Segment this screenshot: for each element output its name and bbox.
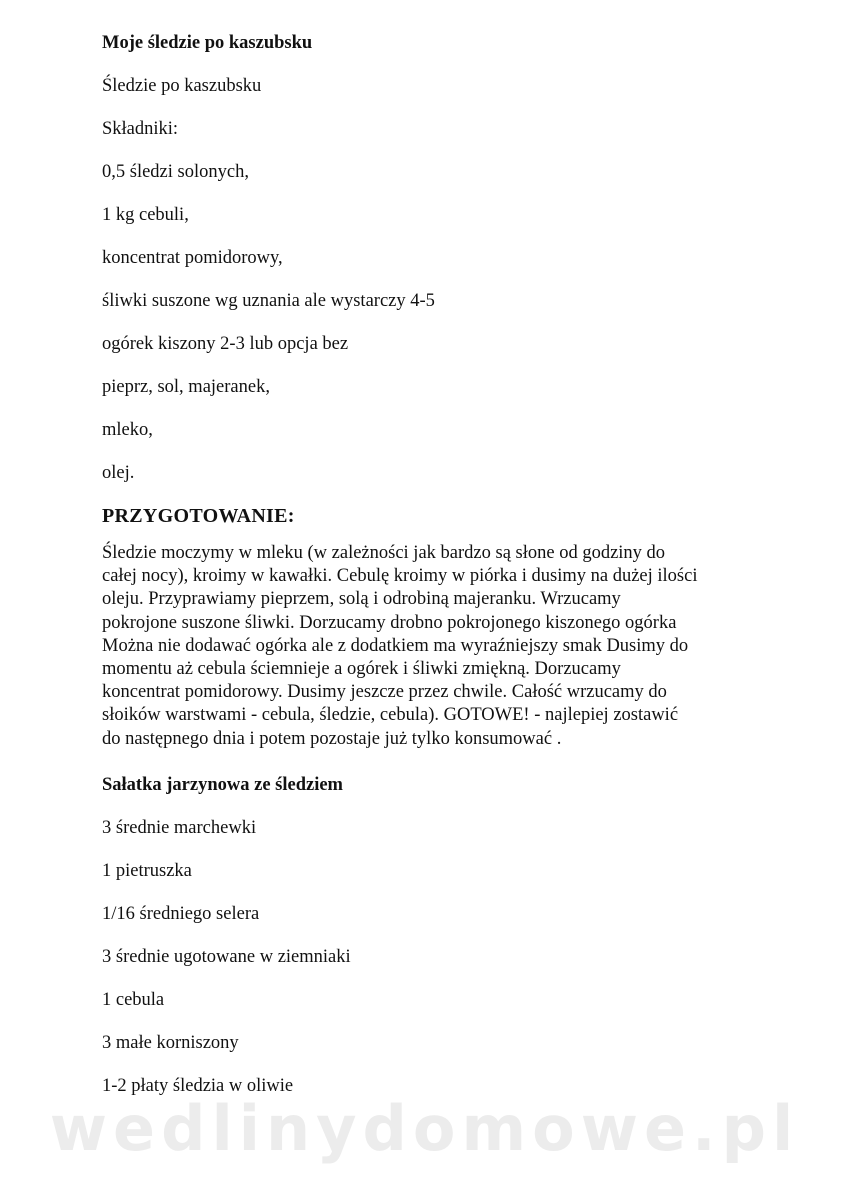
second-ingredient-item: 3 małe korniszony	[102, 1033, 239, 1053]
preparation-line: koncentrat pomidorowy. Dusimy jeszcze przez chwile. Całość wrzucamy do	[102, 682, 667, 703]
second-recipe-title: Sałatka jarzynowa ze śledziem	[102, 775, 343, 795]
preparation-line: całej nocy), kroimy w kawałki. Cebulę kroimy w piórka i dusimy na dużej ilości	[102, 566, 698, 587]
preparation-line: do następnego dnia i potem pozostaje już tylko konsumować .	[102, 728, 562, 749]
ingredient-item: olej.	[102, 463, 135, 483]
second-ingredient-item: 1 pietruszka	[102, 861, 192, 881]
recipe-title: Moje śledzie po kaszubsku	[102, 33, 313, 53]
preparation-line: oleju. Przyprawiamy pieprzem, solą i odrobiną majeranku. Wrzucamy	[102, 589, 621, 610]
ingredient-item: śliwki suszone wg uznania ale wystarczy 4-5	[102, 291, 435, 311]
ingredient-item: 0,5 śledzi solonych,	[102, 162, 249, 182]
ingredient-item: mleko,	[102, 420, 153, 440]
ingredient-item: koncentrat pomidorowy,	[102, 248, 283, 268]
ingredient-item: 1 kg cebuli,	[102, 205, 189, 225]
preparation-line: słoików warstwami - cebula, śledzie, cebula). GOTOWE! - najlepiej zostawić	[102, 705, 679, 726]
second-ingredient-item: 3 średnie ugotowane w ziemniaki	[102, 947, 351, 967]
preparation-line: pokrojone suszone śliwki. Dorzucamy drobno pokrojonego kiszonego ogórka	[102, 612, 677, 633]
watermark: wedlinydomowe.pl	[49, 1092, 800, 1165]
preparation-heading: PRZYGOTOWANIE:	[102, 505, 295, 527]
ingredient-item: pieprz, sol, majeranek,	[102, 377, 270, 397]
second-ingredient-item: 1 cebula	[102, 990, 165, 1010]
preparation-line: Można nie dodawać ogórka ale z dodatkiem ma wyraźniejszy smak Dusimy do	[102, 635, 689, 656]
second-ingredient-item: 3 średnie marchewki	[102, 818, 257, 838]
ingredients-label: Składniki:	[102, 119, 179, 139]
second-ingredient-item: 1/16 średniego selera	[102, 904, 260, 924]
preparation-line: Śledzie moczymy w mleku (w zależności jak bardzo są słone od godziny do	[102, 543, 666, 563]
second-ingredient-item: 1-2 płaty śledzia w oliwie	[102, 1076, 294, 1096]
ingredient-item: ogórek kiszony 2-3 lub opcja bez	[102, 334, 349, 354]
preparation-paragraph	[102, 542, 752, 751]
recipe-subtitle: Śledzie po kaszubsku	[102, 76, 262, 96]
preparation-line: momentu aż cebula ściemnieje a ogórek i śliwki zmiękną. Dorzucamy	[102, 659, 621, 680]
